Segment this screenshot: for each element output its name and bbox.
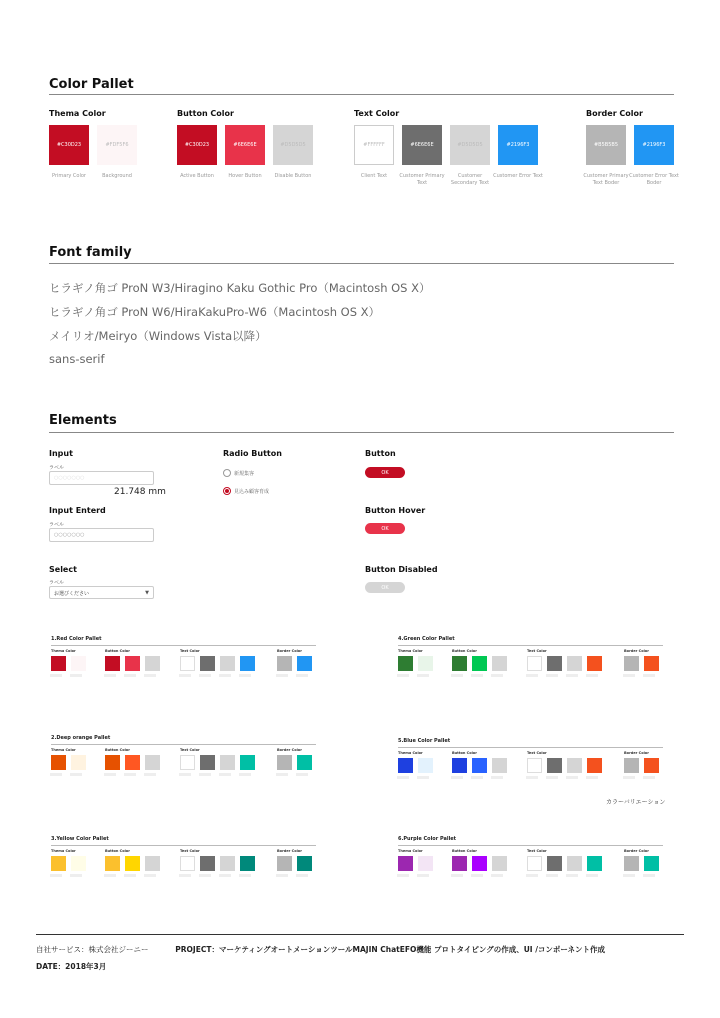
variation-group-title: Button Color [105, 748, 130, 752]
variation-swatch-caption [124, 874, 136, 877]
font-family-divider [49, 263, 674, 264]
variation-swatch [472, 856, 487, 871]
variation-group-title: Text Color [527, 649, 547, 653]
variation-swatch [452, 656, 467, 671]
variation-swatch [452, 856, 467, 871]
color-swatch: #C30D23 [49, 125, 89, 165]
variation-swatch-caption [219, 674, 231, 677]
variation-group-title: Thema Color [398, 649, 423, 653]
variation-swatch [492, 758, 507, 773]
ok-button-disabled: OK [365, 582, 405, 593]
variation-group-title: Button Color [452, 751, 477, 755]
variation-swatch-caption [417, 874, 429, 877]
font-line-4: sans-serif [49, 352, 105, 366]
variation-swatch [125, 856, 140, 871]
variation-swatch [644, 656, 659, 671]
variation-group-title: Button Color [452, 849, 477, 853]
variation-divider [398, 845, 663, 846]
variation-swatch-caption [491, 776, 503, 779]
variation-swatch [547, 758, 562, 773]
font-line-1: ヒラギノ角ゴ ProN W3/Hiragino Kaku Gothic Pro（Macintosh OS X） [49, 281, 431, 295]
variation-divider [51, 645, 316, 646]
variation-swatch-caption [451, 874, 463, 877]
variation-swatch [200, 656, 215, 671]
variation-swatch [240, 856, 255, 871]
variation-swatch [398, 656, 413, 671]
variation-swatch-caption [104, 773, 116, 776]
variation-swatch-caption [70, 674, 82, 677]
variation-swatch [277, 856, 292, 871]
variation-group-title: Border Color [624, 849, 649, 853]
variation-swatch-caption [144, 874, 156, 877]
variation-swatch [277, 656, 292, 671]
variation-swatch [567, 856, 582, 871]
elements-divider [49, 432, 674, 433]
input-entered-sub-label: ラベル [49, 522, 65, 528]
color-swatch-caption: Active Button [180, 173, 214, 179]
color-swatch: #6E6E6E [225, 125, 265, 165]
variation-swatch [492, 656, 507, 671]
color-swatch-caption: Customer Error Text Boder [629, 173, 679, 186]
variation-swatch [547, 656, 562, 671]
color-swatch: #B5B5B5 [586, 125, 626, 165]
variation-swatch [452, 758, 467, 773]
variation-swatch-caption [417, 674, 429, 677]
variation-swatch-caption [526, 776, 538, 779]
variation-swatch-caption [397, 776, 409, 779]
color-group-title: Border Color [586, 109, 643, 118]
variation-swatch-caption [566, 874, 578, 877]
color-swatch-caption: Customer Secondary Text [450, 173, 490, 186]
variation-swatch-caption [239, 773, 251, 776]
variation-swatch-caption [491, 874, 503, 877]
variation-swatch-caption [491, 674, 503, 677]
variation-swatch-caption [623, 776, 635, 779]
variation-swatch [220, 856, 235, 871]
variation-swatch-caption [471, 776, 483, 779]
radio-unchecked-icon [223, 469, 231, 477]
variation-swatch-caption [104, 874, 116, 877]
ok-button[interactable]: OK [365, 467, 405, 478]
color-swatch: #FFFFFF [354, 125, 394, 165]
variation-swatch-caption [397, 674, 409, 677]
footer-service: 自社サービス：株式会社ジーニー [36, 945, 149, 954]
select-label: Select [49, 565, 77, 574]
variation-swatch-caption [643, 674, 655, 677]
variation-swatch [398, 856, 413, 871]
variation-swatch-caption [104, 674, 116, 677]
variation-group-title: Border Color [624, 751, 649, 755]
variation-swatch [418, 656, 433, 671]
variation-swatch-caption [566, 674, 578, 677]
input-sub-label: ラベル [49, 465, 65, 471]
radio-option-1-label: 新規集客 [234, 470, 255, 477]
variation-swatch [180, 856, 195, 871]
variation-swatch-caption [70, 874, 82, 877]
variation-divider [398, 645, 663, 646]
variation-swatch-caption [546, 674, 558, 677]
variation-group-title: Text Color [527, 751, 547, 755]
variation-swatch-caption [50, 674, 62, 677]
variation-group-title: Thema Color [398, 849, 423, 853]
variation-swatch [472, 758, 487, 773]
ok-button-hover[interactable]: OK [365, 523, 405, 534]
variation-swatch-caption [526, 874, 538, 877]
color-swatch: #C30D23 [177, 125, 217, 165]
color-swatch: #6E6E6E [402, 125, 442, 165]
color-pallet-title: Color Pallet [49, 77, 134, 92]
variation-swatch [418, 758, 433, 773]
footer-project: ：マーケティングオートメーションツールMAJIN ChatEFO機能 プロトタイピングの作成、UI /コンポーネント作成 [211, 945, 606, 954]
color-swatch-caption: Customer Primary Text Boder [583, 173, 629, 186]
variation-swatch [587, 758, 602, 773]
variation-swatch [180, 755, 195, 770]
variation-swatch-caption [124, 773, 136, 776]
variation-swatch [145, 656, 160, 671]
footer-credit [36, 944, 605, 955]
variation-swatch [71, 656, 86, 671]
variation-swatch [51, 856, 66, 871]
sample-input-entered[interactable]: ○○○○○○○ [49, 528, 154, 542]
variation-divider [51, 845, 316, 846]
variation-swatch-caption [199, 874, 211, 877]
variation-swatch-caption [239, 874, 251, 877]
variation-swatch [644, 856, 659, 871]
footer-divider [36, 934, 684, 935]
variation-swatch-caption [546, 874, 558, 877]
variation-swatch [644, 758, 659, 773]
variation-swatch-caption [276, 773, 288, 776]
variation-swatch-caption [417, 776, 429, 779]
color-pallet-divider [49, 94, 674, 95]
variation-swatch [71, 755, 86, 770]
variation-swatch [145, 856, 160, 871]
variation-pallet [51, 836, 331, 914]
select-sub-label: ラベル [49, 580, 65, 586]
variation-swatch-caption [70, 773, 82, 776]
variation-swatch-caption [643, 776, 655, 779]
variation-swatch [527, 856, 542, 871]
variation-swatch-caption [586, 674, 598, 677]
variation-swatch [418, 856, 433, 871]
button-hover-label: Button Hover [365, 506, 426, 515]
variation-swatch-caption [471, 874, 483, 877]
variation-group-title: Text Color [180, 649, 200, 653]
variation-swatch [547, 856, 562, 871]
footer-date: DATE：2018年3月 [36, 962, 107, 971]
variation-swatch [240, 755, 255, 770]
variation-swatch-caption [50, 773, 62, 776]
variation-swatch [220, 656, 235, 671]
variation-swatch [587, 856, 602, 871]
variation-group-title: Border Color [277, 649, 302, 653]
variation-group-title: Text Color [180, 849, 200, 853]
color-swatch: #2196F3 [498, 125, 538, 165]
variation-swatch [492, 856, 507, 871]
variation-swatch [527, 758, 542, 773]
variation-swatch-caption [124, 674, 136, 677]
variation-swatch [398, 758, 413, 773]
button-disabled-label: Button Disabled [365, 565, 438, 574]
color-swatch: #FDF5F6 [97, 125, 137, 165]
font-line-3: メイリオ/Meiryo（Windows Vista以降） [49, 329, 267, 343]
variation-swatch [125, 656, 140, 671]
input-entered-label: Input Enterd [49, 506, 106, 515]
variation-swatch-caption [144, 773, 156, 776]
variation-swatch-caption [239, 674, 251, 677]
variation-swatch-caption [586, 874, 598, 877]
variation-swatch-caption [623, 874, 635, 877]
variation-swatch-caption [471, 674, 483, 677]
radio-checked-icon [223, 487, 231, 495]
color-swatch-caption: Background [102, 173, 132, 179]
variation-swatch-caption [276, 674, 288, 677]
variation-swatch [472, 656, 487, 671]
input-label: Input [49, 449, 73, 458]
radio-button-label: Radio Button [223, 449, 282, 458]
variation-group-title: Text Color [180, 748, 200, 752]
button-label: Button [365, 449, 396, 458]
variation-swatch-caption [276, 874, 288, 877]
variation-group-title: Thema Color [51, 849, 76, 853]
variation-swatch-caption [526, 674, 538, 677]
variation-group-title: Button Color [452, 649, 477, 653]
radio-option-2[interactable] [223, 487, 269, 495]
variation-swatch [567, 758, 582, 773]
variation-group-title: Button Color [105, 649, 130, 653]
variation-pallet-title: 3.Yellow Color Pallet [51, 836, 109, 842]
variation-divider [398, 747, 663, 748]
color-variation-caption: カラーバリエーション [606, 799, 666, 806]
radio-option-1[interactable] [223, 469, 254, 477]
variation-swatch-caption [50, 874, 62, 877]
variation-swatch-caption [623, 674, 635, 677]
color-swatch-caption: Hover Button [228, 173, 262, 179]
variation-swatch [180, 656, 195, 671]
variation-swatch-caption [179, 874, 191, 877]
radio-option-2-label: 見込み顧客育成 [234, 488, 270, 495]
variation-group-title: Border Color [624, 649, 649, 653]
color-swatch-caption: Customer Primary Text [399, 173, 445, 186]
variation-swatch-caption [586, 776, 598, 779]
variation-group-title: Thema Color [51, 748, 76, 752]
variation-swatch-caption [451, 674, 463, 677]
variation-swatch [297, 755, 312, 770]
color-swatch-caption: Disable Button [274, 173, 312, 179]
variation-divider [51, 744, 316, 745]
variation-pallet-title: 2.Deep orange Pallet [51, 735, 111, 741]
variation-swatch [125, 755, 140, 770]
variation-swatch [200, 856, 215, 871]
variation-pallet [51, 636, 331, 714]
font-line-2: ヒラギノ角ゴ ProN W6/HiraKakuPro-W6（Macintosh OS X） [49, 305, 381, 319]
elements-title: Elements [49, 413, 117, 428]
color-swatch-caption: Customer Error Text [493, 173, 543, 179]
variation-group-title: Button Color [105, 849, 130, 853]
select-value: お選びください [54, 591, 90, 597]
variation-swatch-caption [296, 874, 308, 877]
variation-swatch [297, 656, 312, 671]
variation-swatch [200, 755, 215, 770]
variation-swatch [105, 656, 120, 671]
variation-group-title: Thema Color [51, 649, 76, 653]
variation-swatch-caption [296, 674, 308, 677]
variation-swatch-caption [219, 874, 231, 877]
variation-swatch [624, 758, 639, 773]
variation-swatch [220, 755, 235, 770]
variation-swatch-caption [397, 874, 409, 877]
variation-swatch [587, 656, 602, 671]
color-swatch: #D5D5D5 [450, 125, 490, 165]
sample-input[interactable]: ○○○○○○○ [49, 471, 154, 485]
color-group-title: Text Color [354, 109, 400, 118]
variation-swatch [51, 656, 66, 671]
color-swatch: #2196F3 [634, 125, 674, 165]
variation-swatch [105, 856, 120, 871]
color-swatch: #D5D5D5 [273, 125, 313, 165]
variation-swatch [277, 755, 292, 770]
variation-swatch [71, 856, 86, 871]
font-family-title: Font family [49, 245, 132, 260]
variation-swatch-caption [199, 674, 211, 677]
variation-pallet-title: 1.Red Color Pallet [51, 636, 102, 642]
variation-swatch-caption [296, 773, 308, 776]
variation-pallet [398, 636, 678, 714]
variation-swatch-caption [199, 773, 211, 776]
variation-swatch [567, 656, 582, 671]
variation-pallet [51, 735, 331, 813]
variation-swatch-caption [451, 776, 463, 779]
variation-group-title: Thema Color [398, 751, 423, 755]
color-swatch-caption: Client Text [360, 173, 388, 179]
variation-swatch [624, 856, 639, 871]
variation-swatch-caption [144, 674, 156, 677]
variation-swatch [240, 656, 255, 671]
variation-swatch-caption [546, 776, 558, 779]
sample-select[interactable] [49, 586, 154, 599]
chevron-down-icon: ▼ [145, 590, 149, 596]
footer-project-label: PROJECT [175, 945, 212, 954]
variation-swatch [624, 656, 639, 671]
color-group-title: Thema Color [49, 109, 106, 118]
variation-swatch [51, 755, 66, 770]
variation-swatch [105, 755, 120, 770]
variation-swatch [527, 656, 542, 671]
color-group-title: Button Color [177, 109, 234, 118]
variation-swatch-caption [643, 874, 655, 877]
variation-swatch-caption [179, 773, 191, 776]
color-swatch-caption: Primary Color [52, 173, 86, 179]
variation-pallet [398, 836, 678, 914]
variation-swatch-caption [566, 776, 578, 779]
variation-group-title: Text Color [527, 849, 547, 853]
variation-pallet-title: 4.Green Color Pallet [398, 636, 455, 642]
variation-swatch-caption [179, 674, 191, 677]
variation-group-title: Border Color [277, 748, 302, 752]
variation-pallet-title: 6.Purple Color Pallet [398, 836, 457, 842]
variation-swatch [297, 856, 312, 871]
variation-swatch-caption [219, 773, 231, 776]
input-measure: 21.748 mm [114, 487, 166, 497]
variation-pallet-title: 5.Blue Color Pallet [398, 738, 451, 744]
variation-swatch [145, 755, 160, 770]
variation-group-title: Border Color [277, 849, 302, 853]
